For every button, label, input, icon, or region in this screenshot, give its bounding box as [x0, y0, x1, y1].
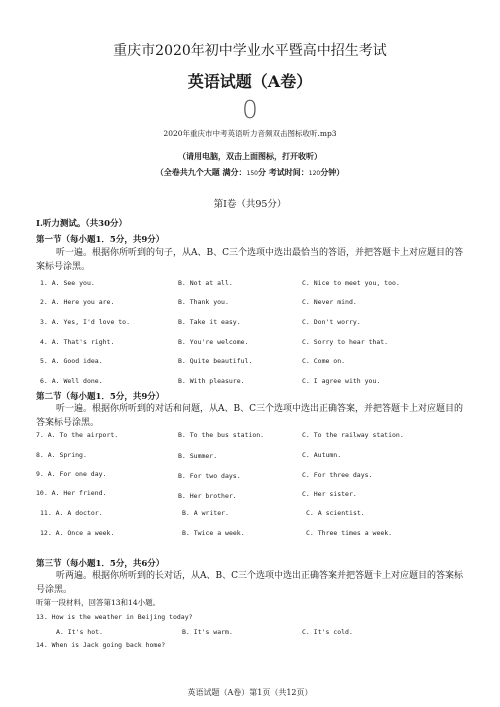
q2-option-c: C. Never mind.: [302, 298, 357, 306]
q13-option-a: A. It's hot.: [56, 628, 103, 636]
section3-heading: 第三节（每小题1．5分，共6分）: [36, 559, 165, 569]
q6-option-c: C. I agree with you.: [302, 377, 381, 385]
q13-question: 13. How is the weather in Beijing today?: [36, 613, 193, 621]
q11-option-a: 11. A. A doctor.: [40, 509, 103, 517]
q11-option-b: B. A writer.: [182, 509, 229, 517]
q10-option-a: 10. A. Her friend.: [36, 489, 107, 497]
q1-option-c: C. Nice to meet you, too.: [302, 279, 400, 287]
q1-option-a: 1. A. See you.: [40, 279, 95, 287]
q13-option-c: C. It's cold.: [302, 628, 353, 636]
q7-option-a: 7. A. To the airport.: [36, 431, 119, 439]
page-footer: 英语试题（A卷）第1页（共12页）: [187, 688, 313, 697]
q11-option-c: C. A scientist.: [306, 509, 365, 517]
section2-directions: 听一遍。根据你所听到的对话和问题，从A、B、C三个选项中选出正确答案，并把答题卡上对应题目的答案标号涂黑。: [36, 404, 464, 428]
audio-file-label[interactable]: 2020年重庆市中考英语听力音频双击图标收听.mp3: [163, 129, 337, 138]
exam-title: 重庆市2020年初中学业水平暨高中招生考试: [113, 43, 387, 59]
section3-material-note: 听第一段材料，回答第13和14小题。: [36, 598, 161, 607]
q10-option-b: B. Her brother.: [178, 492, 237, 500]
q3-option-b: B. Take it easy.: [178, 318, 241, 326]
q6-option-a: 6. A. Well done.: [40, 377, 103, 385]
audio-instruction: （请用电脑，双击上面图标，打开收听）: [178, 151, 322, 161]
q14-question: 14. When is Jack going back home?: [36, 641, 166, 649]
q12-option-c: C. Three times a week.: [306, 529, 393, 537]
q5-option-a: 5. A. Good idea.: [40, 357, 103, 365]
q9-option-b: B. For two days.: [178, 472, 241, 480]
exam-info-suffix: 分钟）: [320, 167, 345, 177]
part1-heading: I.听力测试。（共30分）: [36, 219, 128, 229]
section2-heading: 第二节（每小题1．5分，共9分）: [36, 392, 165, 402]
volume-heading: 第I卷（共95分）: [213, 199, 287, 210]
exam-subtitle: 英语试题（A卷）: [187, 72, 313, 91]
q10-option-c: C. Her sister.: [302, 490, 357, 498]
q12-option-b: B. Twice a week.: [182, 529, 245, 537]
q7-option-b: B. To the bus station.: [178, 431, 265, 439]
q9-option-a: 9. A. For one day.: [36, 470, 107, 478]
q8-option-c: C. Autumn.: [302, 451, 342, 459]
q2-option-b: B. Thank you.: [178, 298, 229, 306]
audio-file-icon[interactable]: 0: [242, 95, 258, 124]
q4-option-c: C. Sorry to hear that.: [302, 338, 389, 346]
q13-option-b: B. It's warm.: [182, 628, 233, 636]
q3-option-a: 3. A. Yes, I'd love to.: [40, 318, 131, 326]
q3-option-c: C. Don't worry.: [302, 318, 361, 326]
q9-option-c: C. For three days.: [302, 471, 373, 479]
q5-option-c: C. Come on.: [302, 357, 346, 365]
q4-option-a: 4. A. That's right.: [40, 338, 115, 346]
exam-info-middle: 分 考试时间：: [258, 167, 309, 177]
q2-option-a: 2. A. Here you are.: [40, 298, 115, 306]
q8-option-a: 8. A. Spring.: [36, 451, 87, 459]
total-score: 150: [246, 170, 258, 177]
q5-option-b: B. Quite beautiful.: [178, 357, 253, 365]
q1-option-b: B. Not at all.: [178, 279, 233, 287]
section1-directions: 听一遍。根据你所听到的句子，从A、B、C三个选项中选出最恰当的答语，并把答题卡上对应题目的答案标号涂黑。: [36, 248, 464, 272]
exam-info: [0, 167, 500, 178]
q4-option-b: B. You're welcome.: [178, 338, 249, 346]
q6-option-b: B. With pleasure.: [178, 377, 245, 385]
q7-option-c: C. To the railway station.: [302, 431, 404, 439]
exam-time: 120: [308, 170, 321, 177]
q8-option-b: B. Summer.: [178, 452, 218, 460]
q12-option-a: 12. A. Once a week.: [40, 529, 115, 537]
section3-directions: 听两遍。根据你所听到的长对话，从A、B、C三个选项中选出正确答案并把答题卡上对应题目的答案标 号涂黑。: [36, 571, 464, 595]
section1-heading: 第一节（每小题1．5分，共9分）: [36, 235, 165, 245]
exam-info-prefix: （全卷共九个大题 满分：: [155, 167, 247, 177]
